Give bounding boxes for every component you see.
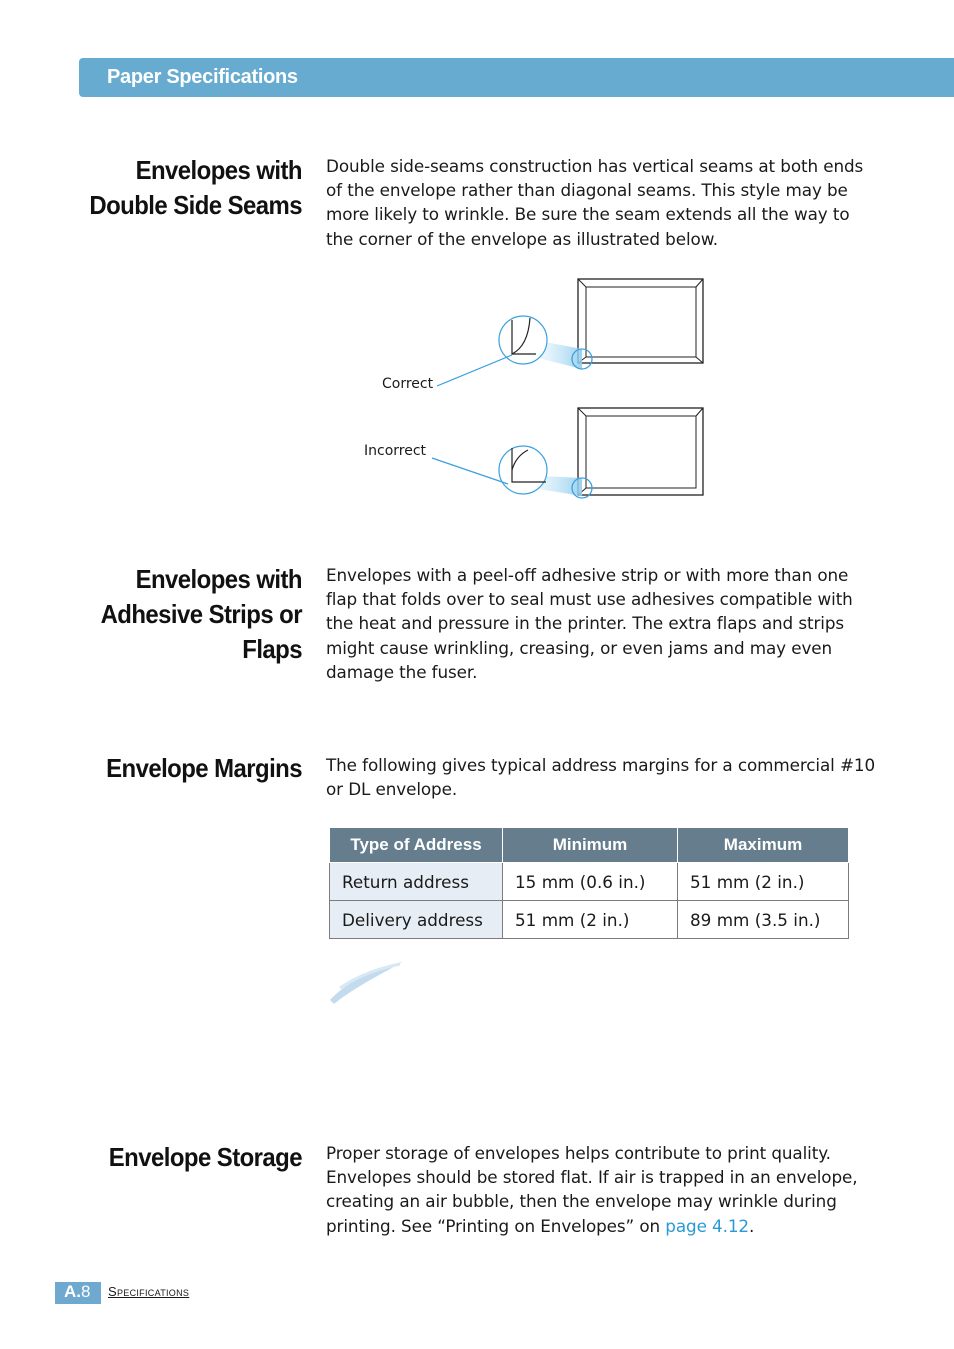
table-cell: 51 mm (2 in.) — [678, 863, 849, 901]
heading-double-side-seams — [81, 153, 302, 223]
header-bar — [79, 58, 954, 97]
heading-line: Envelopes with — [135, 155, 302, 185]
page-section-title: Paper Specifications — [107, 66, 298, 88]
footer-page-digit: 8 — [81, 1282, 91, 1301]
storage-paragraph — [326, 1141, 876, 1238]
incorrect-envelope — [432, 408, 703, 498]
column-header: Minimum — [503, 828, 678, 863]
heading-line: Flaps — [242, 634, 302, 664]
correct-envelope — [437, 279, 703, 386]
footer-page-prefix: A. — [64, 1282, 81, 1301]
adhesive-paragraph: Envelopes with a peel-off adhesive strip or with more than one flap that folds over to seal must use adhesives compatible with the heat and pressure in the printer. The extra flaps and strips might cause wrinkling, creasing, or even jams and may even damage the fuser. — [326, 565, 853, 682]
correct-label: Correct — [382, 376, 434, 392]
table-row — [330, 901, 849, 939]
storage-text: Proper storage of envelopes helps contribute to print quality. Envelopes should be stored flat. If air is trapped in an envelope, creating an air bubble, then the envelope may wrinkle during printing. See “Printing on Envelopes” on — [326, 1143, 858, 1236]
table-cell: 51 mm (2 in.) — [503, 901, 678, 939]
column-header: Type of Address — [330, 828, 503, 863]
heading-envelope-storage: Envelope Storage — [108, 1142, 303, 1172]
double-seams-paragraph: Double side-seams construction has vertical seams at both ends of the envelope rather than diagonal seams. This style may be more likely to wrinkle. Be sure the seam extends all the way to the corner of the envelope as illustrated below. — [326, 156, 864, 249]
heading-line: Double Side Seams — [89, 190, 303, 220]
table-cell: 15 mm (0.6 in.) — [503, 863, 678, 901]
incorrect-label: Incorrect — [364, 443, 427, 459]
table-cell: Delivery address — [330, 901, 503, 939]
column-header: Maximum — [678, 828, 849, 863]
table-row — [330, 863, 849, 901]
address-margins-table — [329, 828, 849, 939]
heading-line: Envelopes with — [135, 564, 302, 594]
page-link[interactable]: page 4.12 — [665, 1215, 750, 1236]
table-cell: 89 mm (3.5 in.) — [678, 901, 849, 939]
heading-adhesive-strips — [81, 562, 302, 667]
margins-paragraph: The following gives typical address margins for a commercial #10 or DL envelope. — [326, 755, 876, 800]
note-swoosh-icon — [326, 958, 406, 1006]
table-cell: Return address — [330, 863, 503, 901]
footer-page-number — [64, 1282, 90, 1302]
table-header-row — [330, 828, 849, 863]
heading-envelope-margins: Envelope Margins — [106, 753, 302, 783]
heading-line: Adhesive Strips or — [100, 599, 302, 629]
footer-section-name: Specifications — [108, 1284, 190, 1299]
envelope-seam-figure — [360, 270, 720, 510]
storage-text-end: . — [749, 1215, 755, 1236]
